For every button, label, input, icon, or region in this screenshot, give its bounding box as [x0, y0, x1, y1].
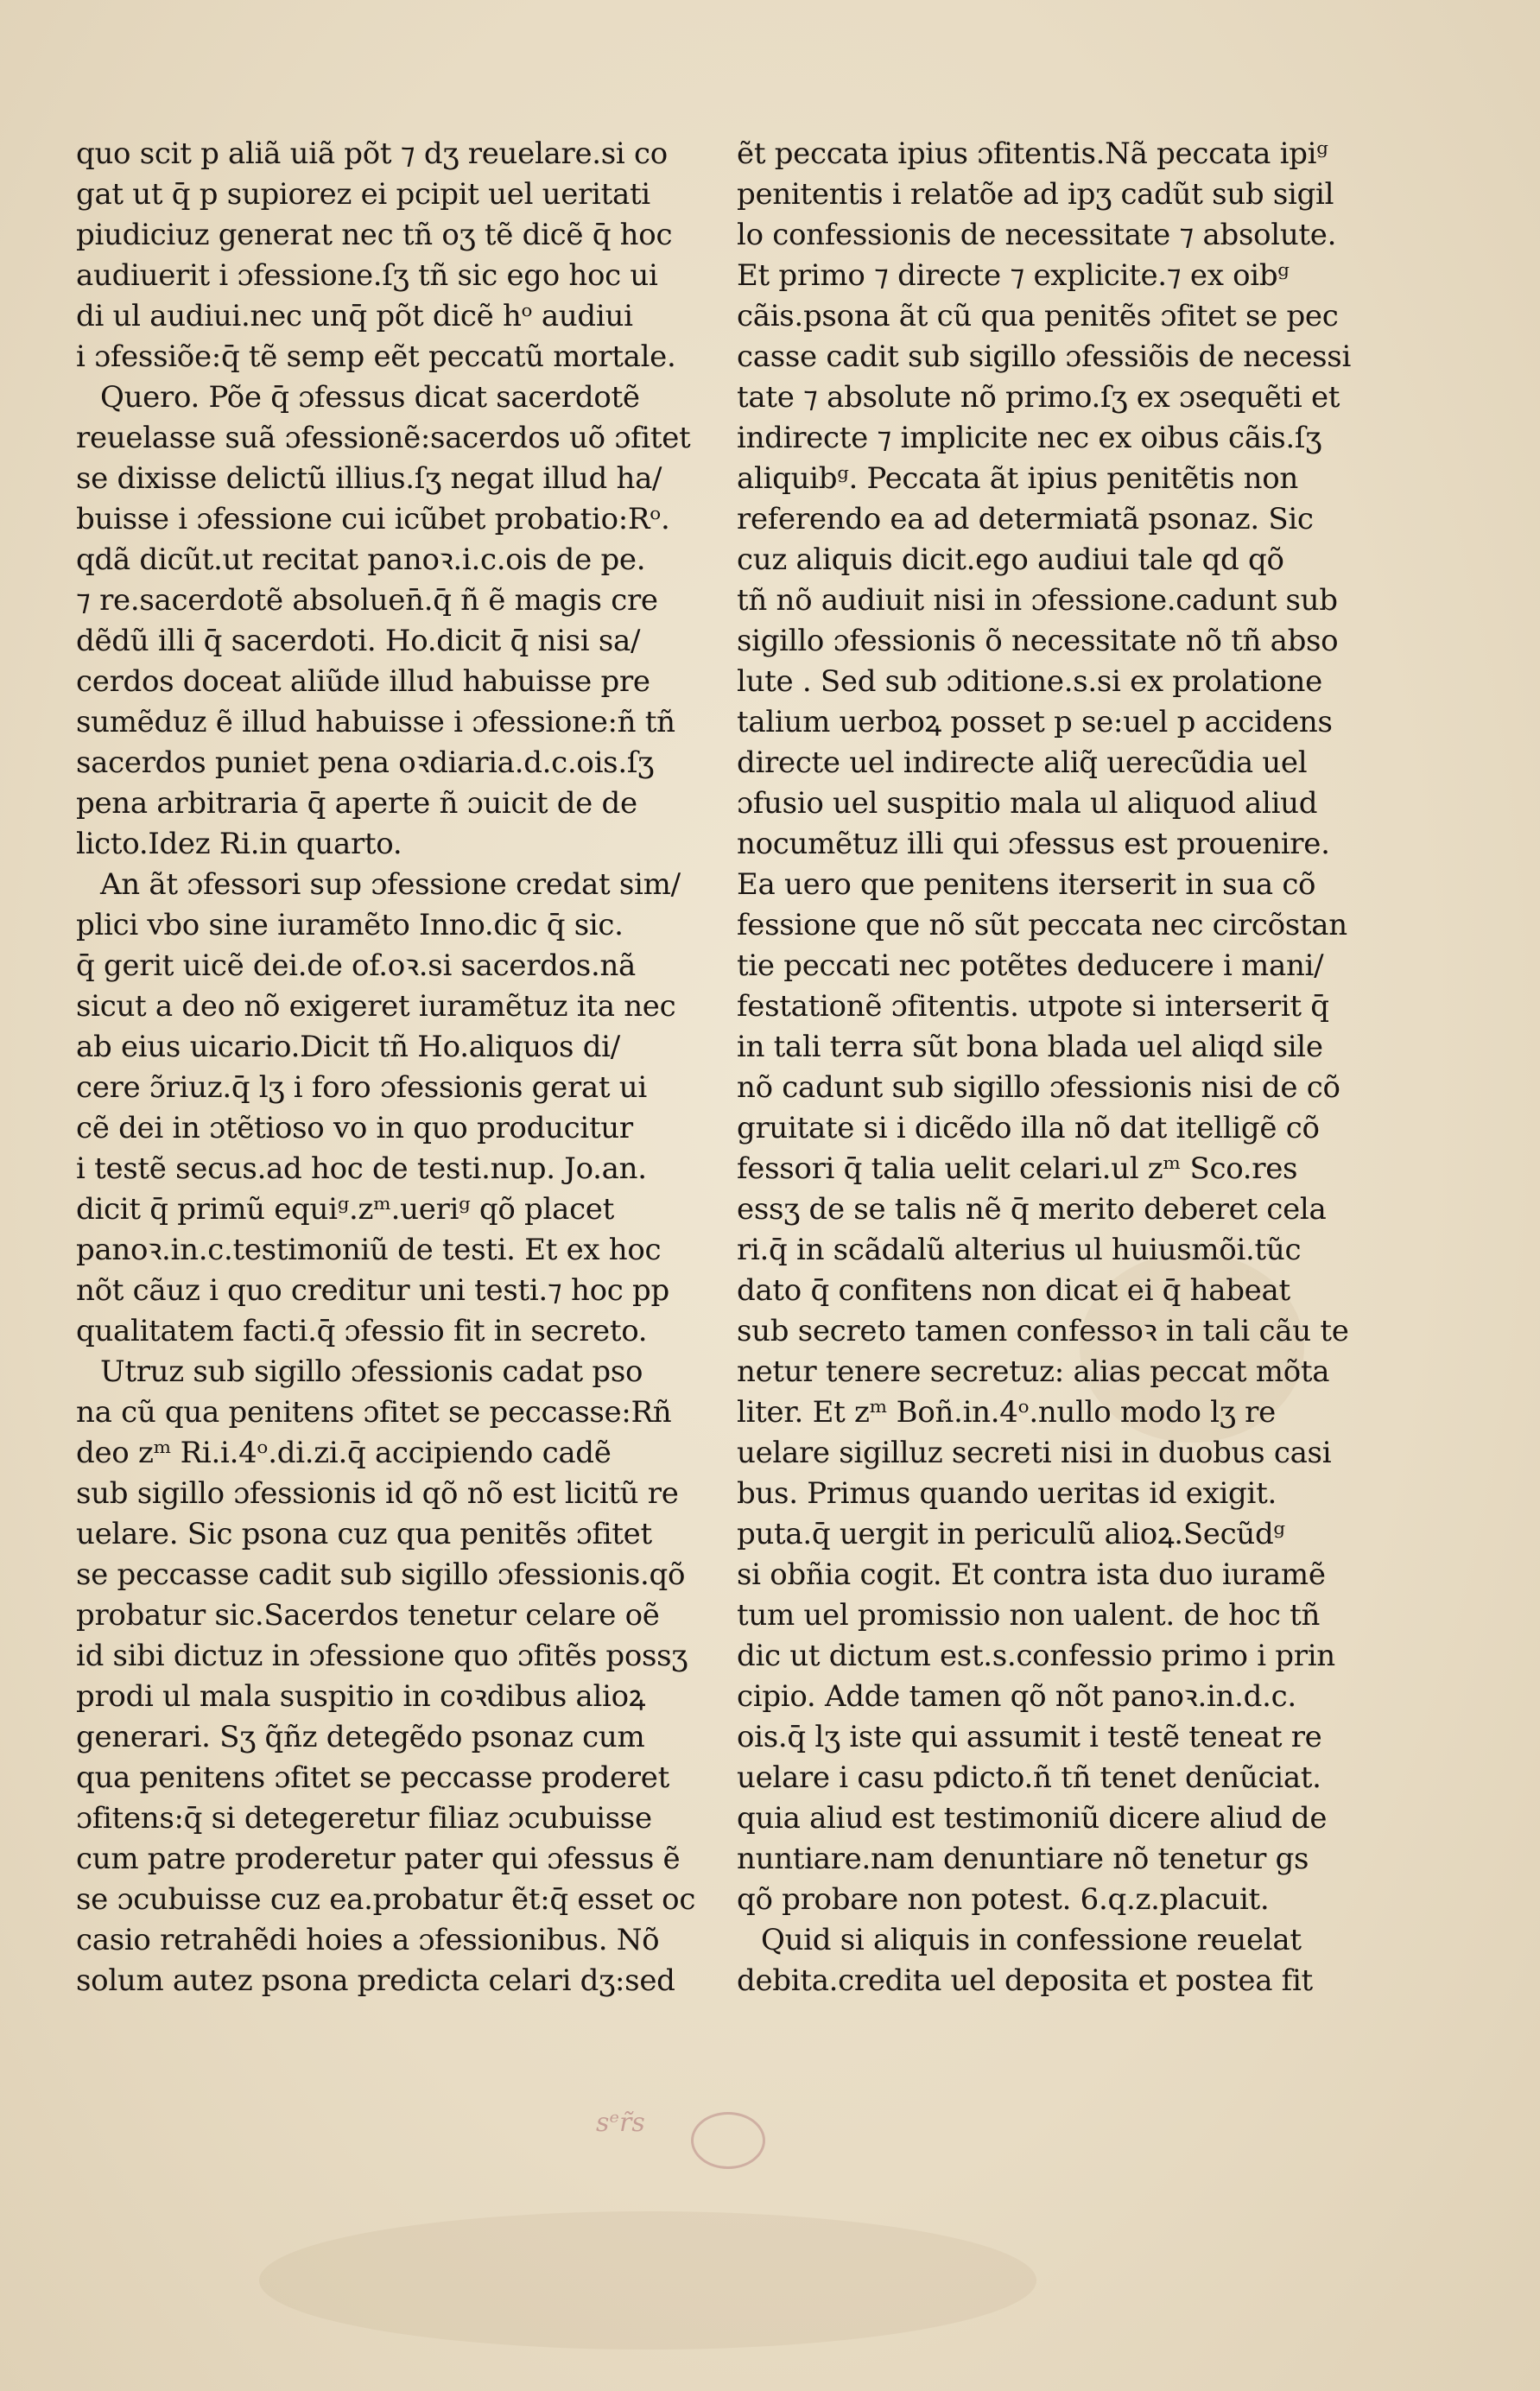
- text-line: probatur sic.Sacerdos tenetur celare oẽ: [76, 1598, 660, 1633]
- text-line: essʒ de se talis nẽ q̄ merito deberet cela: [737, 1192, 1327, 1227]
- text-line: sub secreto tamen confessoꝛ in tali cãu te: [737, 1314, 1349, 1348]
- text-line: piudiciuz generat nec tñ oʒ tẽ dicẽ q̄ hoc: [76, 218, 673, 252]
- text-line: gruitate si i dicẽdo illa nõ dat itelligẽ cõ: [737, 1111, 1320, 1145]
- paper-stain: [259, 2211, 1036, 2350]
- text-line: solum autez psona predicta celari dʒ:sed: [76, 1963, 675, 1998]
- text-line: tate ⁊ absolute nõ primo.ſʒ ex ɔsequẽti et: [737, 380, 1340, 415]
- text-line: nuntiare.nam denuntiare nõ tenetur gs: [737, 1842, 1309, 1876]
- text-line: aliquibᵍ. Peccata ãt ipius penitẽtis non: [737, 461, 1299, 496]
- text-line: reuelasse suã ɔfessionẽ:sacerdos uõ ɔfitet: [76, 421, 691, 455]
- left-text-column: [76, 134, 707, 2001]
- ink-circle-mark: [691, 2112, 765, 2169]
- text-line: q̄ gerit uicẽ dei.de of.oꝛ.si sacerdos.nã: [76, 948, 637, 983]
- text-line: plici vbo sine iuramẽto Inno.dic q̄ sic.: [76, 908, 624, 942]
- text-line: i ɔfessiõe:q̄ tẽ semp eẽt peccatũ mortale.: [76, 339, 676, 374]
- text-line: se peccasse cadit sub sigillo ɔfessionis.qõ: [76, 1557, 686, 1592]
- text-line: uelare i casu pdicto.ñ tñ tenet denũciat.: [737, 1760, 1321, 1795]
- text-line: casse cadit sub sigillo ɔfessiõis de necessi: [737, 339, 1352, 374]
- text-line: dato q̄ confitens non dicat ei q̄ habeat: [737, 1273, 1290, 1308]
- text-line: casio retrahẽdi hoies a ɔfessionibus. Nõ: [76, 1923, 660, 1957]
- text-line: lo confessionis de necessitate ⁊ absolute.: [737, 218, 1337, 252]
- text-line: ɔfitens:q̄ si detegeretur filiaz ɔcubuisse: [76, 1801, 652, 1836]
- text-line: dicit q̄ primũ equiᵍ.zᵐ.ueriᵍ qõ placet: [76, 1192, 614, 1227]
- text-line: puta.q̄ uergit in periculũ alioꝝ.Secũdᵍ: [737, 1517, 1285, 1551]
- text-line: indirecte ⁊ implicite nec ex oibus cãis.ſʒ: [737, 421, 1322, 455]
- text-line: in tali terra sũt bona blada uel aliqd sile: [737, 1030, 1323, 1064]
- text-line: ab eius uicario.Dicit tñ Ho.aliquos di/: [76, 1030, 620, 1064]
- text-line: qdã dicũt.ut recitat panoꝛ.i.c.ois de pe.: [76, 542, 646, 577]
- text-line: talium uerboꝝ posset p se:uel p accidens: [737, 705, 1333, 739]
- text-line: id sibi dictuz in ɔfessione quo ɔfitẽs possʒ: [76, 1639, 688, 1673]
- text-line: Utruz sub sigillo ɔfessionis cadat pso: [100, 1354, 643, 1389]
- text-line: pena arbitraria q̄ aperte ñ ɔuicit de de: [76, 786, 637, 821]
- text-line: liter. Et zᵐ Boñ.in.4ᵒ.nullo modo lʒ re: [737, 1395, 1276, 1430]
- text-line: referendo ea ad determiatã psonaz. Sic: [737, 502, 1314, 536]
- text-line: se dixisse delictũ illius.ſʒ negat illud ha/: [76, 461, 662, 496]
- text-line: Et primo ⁊ directe ⁊ explicite.⁊ ex oibᵍ: [737, 258, 1290, 293]
- text-line: sicut a deo nõ exigeret iuramẽtuz ita nec: [76, 989, 676, 1024]
- text-line: netur tenere secretuz: alias peccat mõta: [737, 1354, 1330, 1389]
- text-line: nocumẽtuz illi qui ɔfessus est prouenire.: [737, 827, 1330, 861]
- text-line: penitentis i relatõe ad ipʒ cadũt sub sigil: [737, 177, 1334, 212]
- text-line: nõ cadunt sub sigillo ɔfessionis nisi de cõ: [737, 1070, 1340, 1105]
- text-line: dic ut dictum est.s.confessio primo i prin: [737, 1639, 1335, 1673]
- text-line: tñ nõ audiuit nisi in ɔfessione.cadunt sub: [737, 583, 1338, 618]
- text-line: qõ probare non potest. 6.q.z.placuit.: [737, 1882, 1270, 1917]
- text-line: nõt cãuz i quo creditur uni testi.⁊ hoc pp: [76, 1273, 669, 1308]
- text-line: cẽ dei in ɔtẽtioso vo in quo producitur: [76, 1111, 633, 1145]
- text-line: sacerdos puniet pena oꝛdiaria.d.c.ois.ſʒ: [76, 745, 655, 780]
- text-line: directe uel indirecte aliq̃ uerecũdia uel: [737, 745, 1308, 780]
- text-line: cere ɔ̃riuz.q̄ lʒ i foro ɔfessionis gerat ui: [76, 1070, 647, 1105]
- text-line: di ul audiui.nec unq̄ põt dicẽ hᵒ audiui: [76, 299, 633, 333]
- text-line: panoꝛ.in.c.testimoniũ de testi. Et ex hoc: [76, 1233, 662, 1267]
- text-line: Ea uero que penitens iterserit in sua cõ: [737, 867, 1316, 902]
- text-line: quia aliud est testimoniũ dicere aliud de: [737, 1801, 1328, 1836]
- text-line: sigillo ɔfessionis õ necessitate nõ tñ abso: [737, 624, 1339, 658]
- text-line: quo scit p aliã uiã põt ⁊ dʒ reuelare.si co: [76, 136, 668, 171]
- text-line: fessione que nõ sũt peccata nec circõstan: [737, 908, 1347, 942]
- text-line: qua penitens ɔfitet se peccasse proderet: [76, 1760, 669, 1795]
- text-line: deo zᵐ Ri.i.4ᵒ.di.zi.q̄ accipiendo cadẽ: [76, 1436, 612, 1470]
- text-line: na cũ qua penitens ɔfitet se peccasse:Rñ: [76, 1395, 672, 1430]
- text-line: buisse i ɔfessione cui icũbet probatio:Rᵒ.: [76, 502, 670, 536]
- text-line: tum uel promissio non ualent. de hoc tñ: [737, 1598, 1321, 1633]
- text-line: bus. Primus quando ueritas id exigit.: [737, 1476, 1277, 1511]
- text-line: i testẽ secus.ad hoc de testi.nup. Jo.an.: [76, 1151, 647, 1186]
- text-line: prodi ul mala suspitio in coꝛdibus alioꝝ: [76, 1679, 646, 1714]
- text-line: cerdos doceat aliũde illud habuisse pre: [76, 664, 650, 699]
- text-line: cum patre proderetur pater qui ɔfessus ẽ: [76, 1842, 681, 1876]
- text-line: ⁊ re.sacerdotẽ absoluen̄.q̄ ñ ẽ magis cre: [76, 583, 658, 618]
- text-line: ẽt peccata ipius ɔfitentis.Nã peccata ipiᵍ: [737, 136, 1328, 171]
- text-line: se ɔcubuisse cuz ea.probatur ẽt:q̄ esset oc: [76, 1882, 696, 1917]
- right-text-column: [737, 134, 1367, 2001]
- text-line: generari. Sʒ q̃ñz detegẽdo psonaz cum: [76, 1720, 645, 1754]
- text-line: Quero. Põe q̄ ɔfessus dicat sacerdotẽ: [100, 380, 640, 415]
- text-line: ɔfusio uel suspitio mala ul aliquod aliud: [737, 786, 1318, 821]
- text-line: cuz aliquis dicit.ego audiui tale qd qõ: [737, 542, 1284, 577]
- text-line: cãis.psona ãt cũ qua penitẽs ɔfitet se pec: [737, 299, 1339, 333]
- text-line: sumẽduz ẽ illud habuisse i ɔfessione:ñ tñ: [76, 705, 675, 739]
- text-line: tie peccati nec potẽtes deducere i mani/: [737, 948, 1324, 983]
- text-line: cipio. Adde tamen qõ nõt panoꝛ.in.d.c.: [737, 1679, 1296, 1714]
- text-line: fessori q̄ talia uelit celari.ul zᵐ Sco.res: [737, 1151, 1298, 1186]
- text-line: Quid si aliquis in confessione reuelat: [761, 1923, 1302, 1957]
- text-line: ois.q̄ lʒ iste qui assumit i testẽ teneat re: [737, 1720, 1322, 1754]
- text-line: lute . Sed sub ɔditione.s.si ex prolatione: [737, 664, 1322, 699]
- text-line: uelare sigilluz secreti nisi in duobus casi: [737, 1436, 1332, 1470]
- text-line: festationẽ ɔfitentis. utpote si interserit q̄: [737, 989, 1329, 1024]
- marginal-annotation: sᵉr̃s: [596, 2108, 645, 2138]
- text-line: gat ut q̄ p supiorez ei pcipit uel ueritati: [76, 177, 650, 212]
- text-line: licto.Idez Ri.in quarto.: [76, 827, 402, 861]
- text-line: qualitatem facti.q̄ ɔfessio fit in secreto.: [76, 1314, 648, 1348]
- text-line: sub sigillo ɔfessionis id qõ nõ est licitũ re: [76, 1476, 679, 1511]
- text-line: debita.credita uel deposita et postea fit: [737, 1963, 1313, 1998]
- text-line: dẽdũ illi q̄ sacerdoti. Ho.dicit q̄ nisi sa/: [76, 624, 641, 658]
- text-line: si obñia cogit. Et contra ista duo iuramẽ: [737, 1557, 1326, 1592]
- text-line: An ãt ɔfessori sup ɔfessione credat sim/: [100, 867, 681, 902]
- text-line: audiuerit i ɔfessione.ſʒ tñ sic ego hoc ui: [76, 258, 658, 293]
- text-line: ri.q̄ in scãdalũ alterius ul huiusmõi.tũc: [737, 1233, 1302, 1267]
- text-line: uelare. Sic psona cuz qua penitẽs ɔfitet: [76, 1517, 652, 1551]
